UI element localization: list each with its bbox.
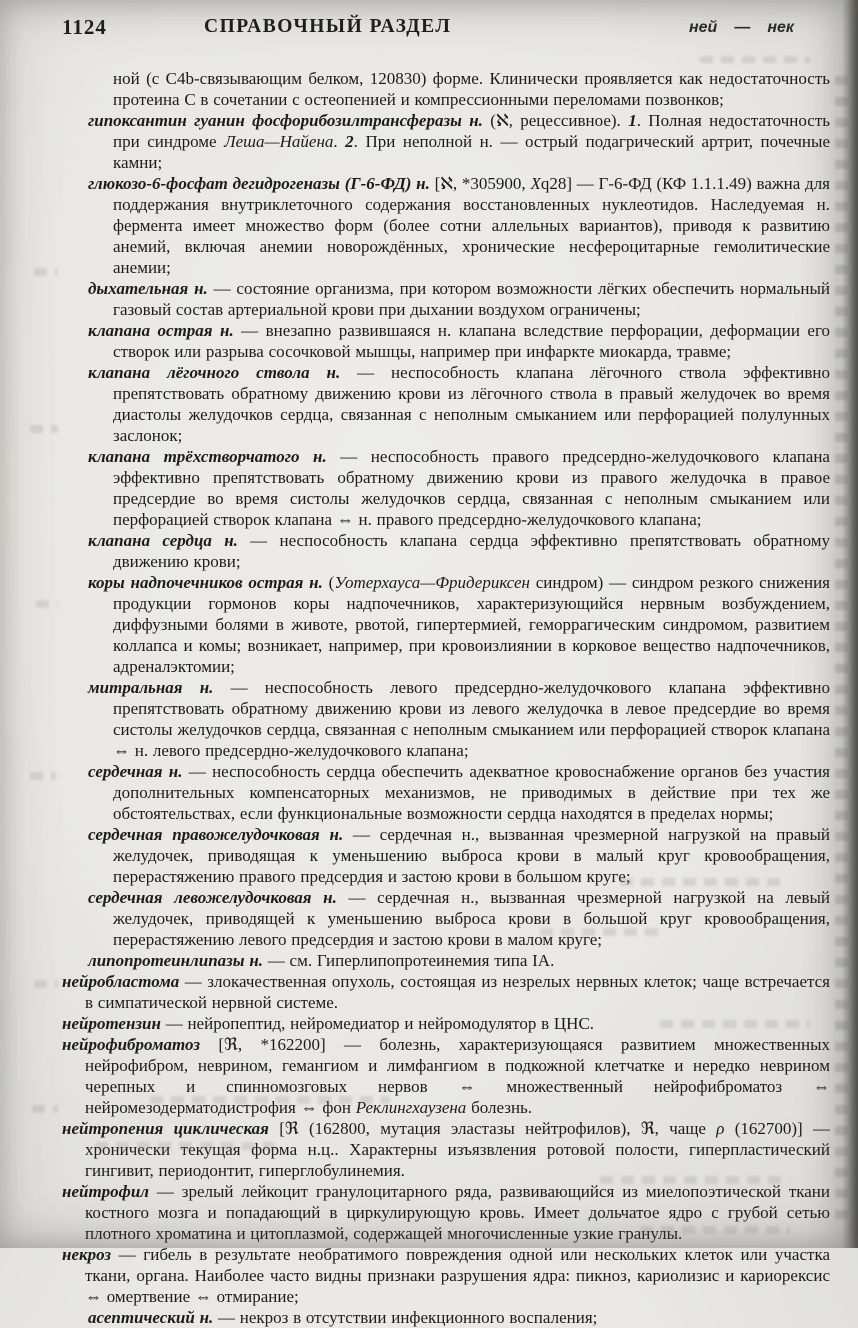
entry-text: [ℵ, *305900,: [429, 174, 531, 193]
entry-text: — сердечная н., вызванная чрезмерной нагрузкой на левый желудочек, приводящей к уменьшению выброса крови в большой круг кровообращения, перерастяжению левого предсердия и застою крови в малом круге;: [113, 888, 830, 949]
bleed-through-ghost: [600, 1176, 790, 1184]
dictionary-entry: [62, 278, 830, 320]
entry-headword: нейтрофил: [62, 1182, 150, 1201]
entry-text: . Полная недостаточность при синдроме: [113, 111, 831, 151]
entry-headword: клапана трёхстворчатого н.: [88, 447, 327, 466]
entry-headword: асептический н.: [88, 1308, 214, 1327]
entry-text: 2: [345, 132, 354, 151]
entry-headword: нейротензин: [62, 1014, 161, 1033]
entry-text: синдром) — синдром резкого снижения продукции гормонов коры надпочечников, характеризующийся нервным возбуждением, диффузными болями в животе, рвотой, гипертермией, геморрагическим синдромом, развитием коллапса и комы; возникает, например, при кровоизлиянии в корковое вещество надпочечников, адреналэктомии;: [113, 573, 830, 676]
entry-text: (ℵ, рецессивное).: [482, 111, 629, 130]
entry-headword: клапана лёгочного ствола н.: [88, 363, 341, 382]
dictionary-entry: [62, 530, 830, 572]
entry-text: Уотерхауса—Фридериксен: [334, 573, 530, 592]
bleed-through-ghost: [660, 1020, 810, 1028]
bleed-through-ghost: [34, 980, 58, 988]
entry-text: [ℜ (162800, мутация эластазы нейтрофилов), ℜ, чаще: [268, 1119, 717, 1138]
entry-headword: нейрофиброматоз: [62, 1035, 200, 1054]
entry-headword: митральная н.: [88, 678, 214, 697]
bleed-through-ghost: [30, 425, 58, 433]
entry-headword: липопротеинлипазы н.: [88, 951, 264, 970]
entry-text: — гибель в результате необратимого повреждения одной или нескольких клеток или участка ткани, органа. Наиболее часто видны признаки разрушения ядра: пикноз, кариолизис и кариорексис ⇔ омертвение ⇔ отмирание;: [85, 1245, 830, 1306]
bleed-through-ghost: [150, 1096, 390, 1104]
entry-text: — злокачественная опухоль, состоящая из незрелых нервных клеток; чаще встречается в симпатической нервной системе.: [85, 972, 830, 1012]
entry-text: Леша—Найена: [224, 132, 334, 151]
entry-text: Реклингхаузена: [355, 1098, 467, 1117]
bleed-through-ghost: [34, 268, 58, 276]
running-head-separator: —: [734, 19, 751, 36]
dictionary-entry: [62, 950, 830, 971]
dictionary-entry: [62, 68, 830, 110]
dictionary-entry: [62, 761, 830, 824]
entry-text: болезнь.: [466, 1098, 533, 1117]
bleed-through-ghost: [36, 600, 58, 608]
entry-headword: коры надпочечников острая н.: [88, 573, 323, 592]
entry-text: ρ: [716, 1119, 725, 1138]
entry-headword: сердечная н.: [88, 762, 183, 781]
entry-headword: нейробластома: [62, 972, 180, 991]
dictionary-entry: [62, 572, 830, 677]
entry-headword: нейтропения циклическая: [62, 1119, 269, 1138]
entry-text: — зрелый лейкоцит гранулоцитарного ряда, развивающийся из миелопоэтической ткани костного мозга и попадающий в циркулирующую кровь. Имеет дольчатое ядро с грубой сетью плотного хроматина и цитоплазмой, содержащей многочисленные узкие гранулы.: [85, 1182, 830, 1243]
entry-text: — неспособность сердца обеспечить адекватное кровоснабжение органов без участия дополнительных компенсаторных механизмов, не приводимых в действие при тех же обстоятельствах, если функциональные возможности сердца находятся в пределах нормы;: [113, 762, 830, 823]
entry-headword: глюкозо-6-фосфат дегидрогеназы (Г-6-ФД) н.: [88, 174, 430, 193]
entry-headword: сердечная правожелудочковая н.: [88, 825, 344, 844]
dictionary-entry: [62, 887, 830, 950]
bleed-through-ghost: [620, 878, 780, 886]
entry-text: .: [333, 132, 346, 151]
entries: [62, 68, 830, 1328]
dictionary-entry: [62, 677, 830, 761]
entry-text: . При неполной н. — острый подагрический артрит, почечные камни;: [113, 132, 830, 172]
running-head-from: ней: [688, 19, 718, 36]
dictionary-entry: [62, 446, 830, 530]
entry-text: — нейропептид, нейромедиатор и нейромодулятор в ЦНС.: [160, 1014, 595, 1033]
entry-headword: некроз: [62, 1245, 112, 1264]
entry-text: — внезапно развившаяся н. клапана вследствие перфорации, деформации его створок или разрыва сосочковой мышцы, например при инфаркте миокарда, травме;: [113, 321, 830, 361]
dictionary-entry: [62, 1307, 830, 1328]
entry-headword: дыхательная н.: [88, 279, 208, 298]
entry-text: ной (с C4b-связывающим белком, 120830) форме. Клинически проявляется как недостаточность протеина С в сочетании с остеопенией и компрессионными переломами позвонков;: [113, 69, 830, 109]
entry-headword: сердечная левожелудочковая н.: [88, 888, 337, 907]
page-number: 1124: [62, 15, 107, 39]
entry-text: [ℜ, *162200] — болезнь, характеризующаяся развитием множественных нейрофибром, неврином, гемангиом и лимфангиом в подкожной клетчатке и нередко неврином черепных и спинномозговых нервов ⇔ множественный нейрофиброматоз ⇔ нейромезодерматодистрофия ⇔ фон: [85, 1035, 830, 1117]
entry-text: (: [322, 573, 335, 592]
dictionary-entry: [62, 362, 830, 446]
entry-headword: гипоксантин гуанин фосфорибозилтрансферазы н.: [88, 111, 483, 130]
bleed-through-ghost: [640, 1226, 790, 1234]
entry-headword: клапана острая н.: [88, 321, 234, 340]
entry-headword: клапана сердца н.: [88, 531, 238, 550]
dictionary-entry: [62, 1034, 830, 1118]
entry-text: — см. Гиперлипопротеинемия типа IA.: [263, 951, 555, 970]
entry-text: — неспособность клапана сердца эффективно препятствовать обратному движению крови;: [113, 531, 830, 571]
book-gutter-shadow: [842, 0, 858, 1248]
entry-text: — неспособность левого предсердно-желудочкового клапана эффективно препятствовать обратному движению крови из левого желудочка в левое предсердие во время систолы желудочков сердца, связанная с неполным смыканием или перфорацией створок клапана ⇔ н. левого предсердно-желудочкового клапана;: [113, 678, 831, 760]
entry-text: X: [530, 174, 541, 193]
entry-text: (162700)] — хронически текущая форма н.ц.. Характерны изъязвления ротовой полости, гиперпластический гингивит, периодонтит, гиперглобулинемия.: [85, 1119, 830, 1180]
bleed-through-ghost: [540, 928, 660, 936]
dictionary-entry: [62, 110, 830, 173]
entry-text: — неспособность правого предсердно-желудочкового клапана эффективно препятствовать обратному движению крови из правого желудочка в правое предсердие во время систолы желудочков сердца, связанная с неполным смыканием или перфорацией створок клапана ⇔ н. правого предсердно-желудочкового клапана;: [113, 447, 830, 529]
bleed-through-ghost: [700, 56, 810, 63]
dictionary-entry: [62, 173, 830, 278]
entry-text: — сердечная н., вызванная чрезмерной нагрузкой на правый желудочек, приводящая к уменьшению выброса крови в малый круг кровообращения, перерастяжению правого предсердия и застою крови в большом круге;: [113, 825, 830, 886]
section-title: СПРАВОЧНЫЙ РАЗДЕЛ: [204, 16, 452, 37]
running-head-to: нек: [767, 19, 794, 36]
dictionary-entry: [62, 1181, 830, 1244]
page-header: [0, 12, 858, 46]
entry-text: — неспособность клапана лёгочного ствола эффективно препятствовать обратному движению крови из лёгочного ствола в правый желудочек во время диастолы желудочков сердца, связанная с неполным смыканием или перфорацией полулунных заслонок;: [113, 363, 831, 445]
dictionary-entry: [62, 971, 830, 1013]
bleed-through-ghost: [32, 1105, 58, 1113]
entry-text: 1: [628, 111, 637, 130]
entry-text: — состояние организма, при котором возможности лёгких обеспечить нормальный газовый состав артериальной крови при дыхании воздухом ограничены;: [113, 279, 830, 319]
dictionary-entry: [62, 320, 830, 362]
running-head: [689, 19, 794, 37]
entry-text: q28] — Г-6-ФД (КФ 1.1.1.49) важна для поддержания внутриклеточного содержания восстановленных нуклеотидов. Наследуемая н. фермента имеет множество форм (более сотни аллельных вариантов), приводя к развитию анемий, включая анемии новорождённых, хронические несфероцитарные гемолитические анемии;: [113, 174, 831, 277]
bleed-through-ghost: [30, 772, 56, 780]
bleed-through-ghost: [95, 1142, 275, 1150]
dictionary-entry: [62, 1244, 830, 1307]
entry-text: — некроз в отсутствии инфекционного воспаления;: [213, 1308, 598, 1327]
